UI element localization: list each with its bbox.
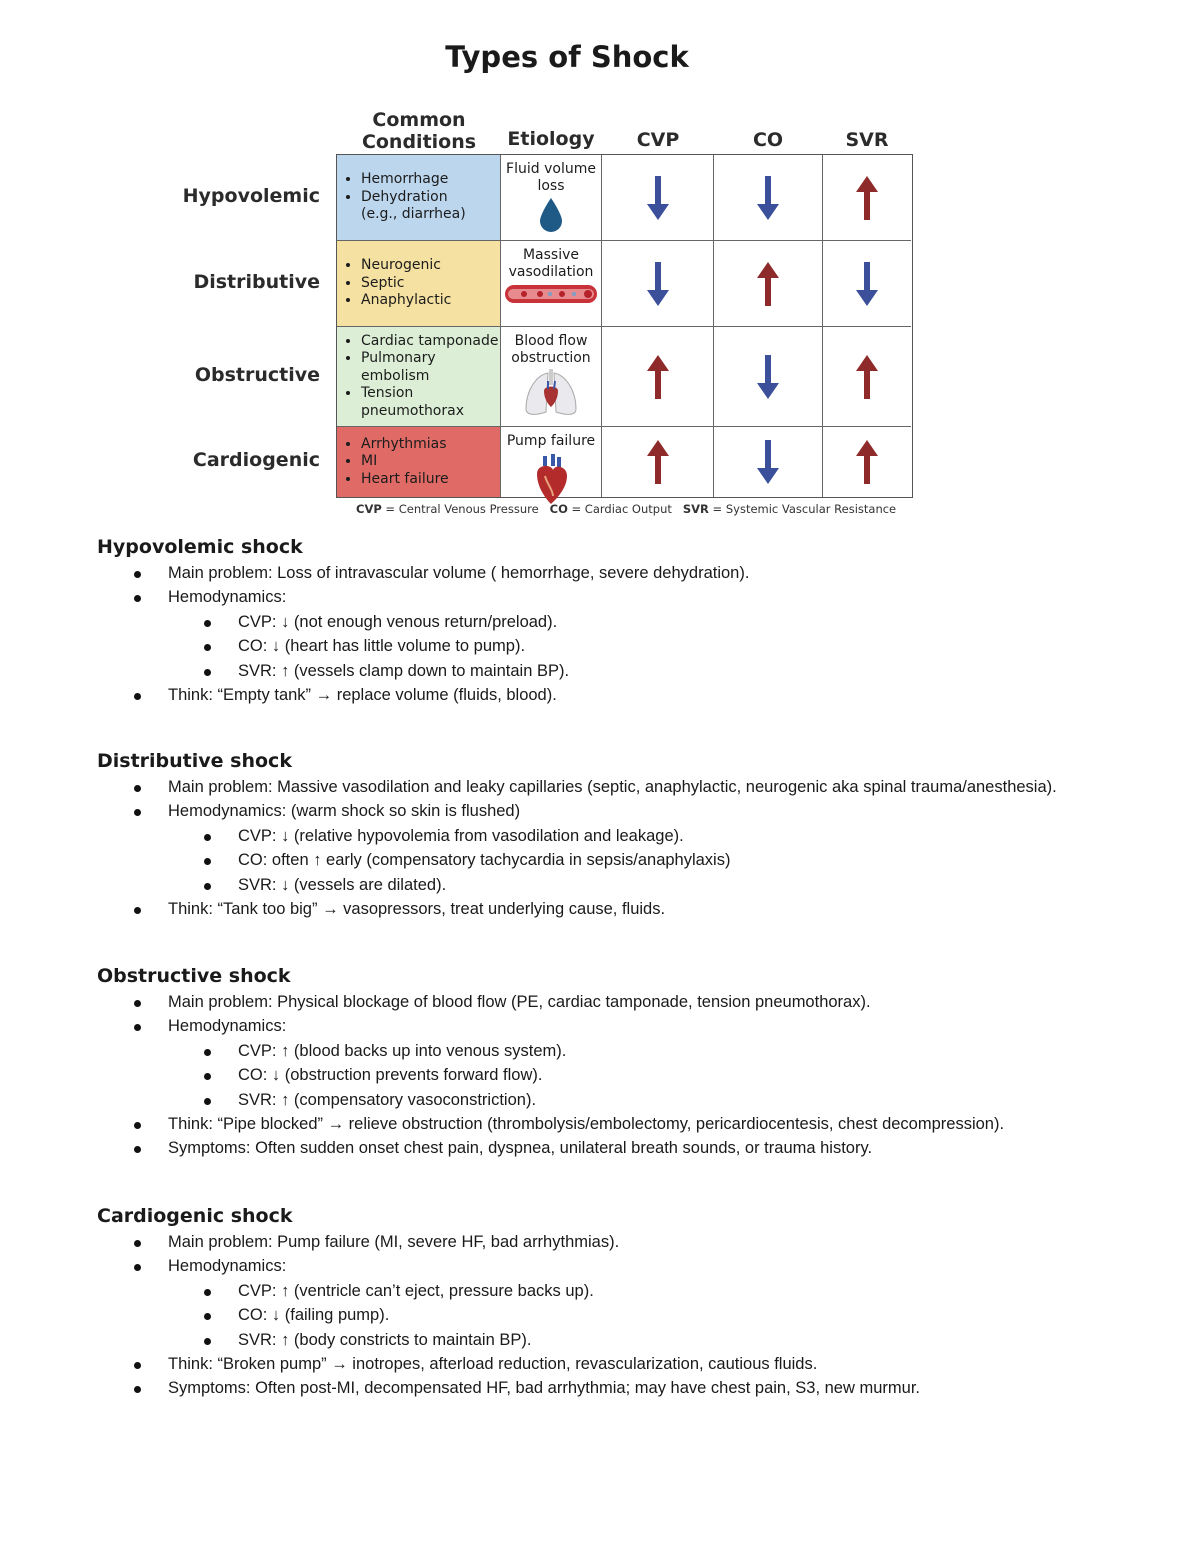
condition-item: • Septic <box>361 275 451 293</box>
arrow-up-icon <box>646 354 670 400</box>
arrow-up-icon <box>646 439 670 485</box>
bullet-item: Main problem: Loss of intravascular volume ( hemorrhage, severe dehydration). <box>97 561 749 585</box>
shock-types-figure <box>0 0 1200 530</box>
section-heading: Hypovolemic shock <box>97 536 303 558</box>
arrow-down-icon <box>855 261 879 307</box>
section-distributive <box>97 747 1057 921</box>
bullet-item: Hemodynamics: (warm shock so skin is flushed) <box>97 799 1057 823</box>
legend-co-text: = Cardiac Output <box>567 502 672 516</box>
row-header-cardiogenic: Cardiogenic <box>192 449 320 471</box>
legend-cvp-abbr: CVP <box>356 502 382 516</box>
conditions-list <box>337 257 451 310</box>
row-header-obstructive: Obstructive <box>194 364 320 386</box>
condition-item: • Anaphylactic <box>361 292 451 310</box>
arrow-up-icon <box>756 261 780 307</box>
bullet-list <box>97 990 1004 1161</box>
section-heading: Cardiogenic shock <box>97 1205 293 1227</box>
etiology-cell <box>501 155 602 241</box>
condition-item: • Pulmonary embolism <box>361 350 498 385</box>
arrow-up-icon <box>855 439 879 485</box>
condition-item: • Heart failure <box>361 471 449 489</box>
sub-bullet-item: CO: ↓ (obstruction prevents forward flow). <box>97 1063 1004 1087</box>
co-cell <box>714 241 823 327</box>
svr-cell <box>823 241 911 327</box>
co-cell <box>714 427 823 497</box>
svr-cell <box>823 427 911 497</box>
condition-item: • Hemorrhage <box>361 171 466 189</box>
arrow-up-icon <box>855 175 879 221</box>
bullet-list <box>97 775 1057 921</box>
legend-svr-abbr: SVR <box>682 502 709 516</box>
column-header-svr: SVR <box>845 129 889 151</box>
bullet-item: Main problem: Pump failure (MI, severe HF, bad arrhythmias). <box>97 1230 920 1254</box>
condition-item: • Tension pneumothorax <box>361 385 498 420</box>
cvp-cell <box>602 155 714 241</box>
sub-bullet-item: CVP: ↑ (ventricle can’t eject, pressure backs up). <box>97 1279 920 1303</box>
blood-vessel-icon <box>501 283 601 310</box>
row-header-distributive: Distributive <box>193 271 320 293</box>
bullet-item: Think: “Broken pump” → inotropes, afterload reduction, revascularization, cautious fluids. <box>97 1352 920 1376</box>
cvp-cell <box>602 241 714 327</box>
row-header-hypovolemic: Hypovolemic <box>182 185 320 207</box>
condition-item: • MI <box>361 453 449 471</box>
condition-item: • Neurogenic <box>361 257 451 275</box>
section-cardiogenic <box>97 1202 920 1401</box>
bullet-item: Think: “Pipe blocked” → relieve obstruction (thrombolysis/embolectomy, pericardiocentesis, chest decompression). <box>97 1112 1004 1136</box>
etiology-text: Pump failure <box>506 433 596 449</box>
section-heading: Distributive shock <box>97 750 292 772</box>
legend-svr-text: = Systemic Vascular Resistance <box>708 502 897 516</box>
conditions-list <box>337 333 498 421</box>
section-obstructive <box>97 962 1004 1161</box>
co-cell <box>714 327 823 427</box>
shock-table <box>336 154 913 498</box>
section-hypovolemic <box>97 533 749 707</box>
sub-bullet-item: SVR: ↓ (vessels are dilated). <box>97 873 1057 897</box>
conditions-list <box>337 171 466 224</box>
etiology-text: Blood flow obstruction <box>511 333 591 366</box>
arrow-down-icon <box>756 175 780 221</box>
condition-item: • Arrhythmias <box>361 436 449 454</box>
sub-bullet-item: CVP: ↓ (not enough venous return/preload). <box>97 610 749 634</box>
cvp-cell <box>602 427 714 497</box>
bullet-item: Symptoms: Often post-MI, decompensated HF, bad arrhythmia; may have chest pain, S3, new murmur. <box>97 1376 920 1400</box>
svr-cell <box>823 155 911 241</box>
sub-bullet-item: CO: often ↑ early (compensatory tachycardia in sepsis/anaphylaxis) <box>97 848 1057 872</box>
conditions-cell <box>337 427 501 497</box>
bullet-item: Main problem: Massive vasodilation and leaky capillaries (septic, anaphylactic, neurogenic aka spinal trauma/anesthesia). <box>97 775 1057 799</box>
bullet-item: Think: “Tank too big” → vasopressors, treat underlying cause, fluids. <box>97 897 1057 921</box>
co-cell <box>714 155 823 241</box>
conditions-cell <box>337 327 501 427</box>
blood-drop-icon <box>501 197 601 238</box>
bullet-list <box>97 561 749 707</box>
arrow-up-icon <box>855 354 879 400</box>
arrow-down-icon <box>646 175 670 221</box>
condition-item: • Cardiac tamponade <box>361 333 498 351</box>
etiology-cell <box>501 427 602 497</box>
bullet-item: Symptoms: Often sudden onset chest pain, dyspnea, unilateral breath sounds, or trauma history. <box>97 1136 1004 1160</box>
conditions-cell <box>337 241 501 327</box>
svr-cell <box>823 327 911 427</box>
legend-cvp-text: = Central Venous Pressure <box>381 502 539 516</box>
bullet-item: Main problem: Physical blockage of blood flow (PE, cardiac tamponade, tension pneumothorax). <box>97 990 1004 1014</box>
arrow-down-icon <box>646 261 670 307</box>
lungs-icon <box>501 369 601 424</box>
sub-bullet-item: SVR: ↑ (body constricts to maintain BP). <box>97 1328 920 1352</box>
section-heading: Obstructive shock <box>97 965 291 987</box>
etiology-cell <box>501 241 602 327</box>
figure-title: Types of Shock <box>445 40 689 74</box>
bullet-item: Think: “Empty tank” → replace volume (fluids, blood). <box>97 683 749 707</box>
conditions-cell <box>337 155 501 241</box>
column-header-co: CO <box>752 129 784 151</box>
sub-bullet-item: CO: ↓ (heart has little volume to pump). <box>97 634 749 658</box>
bullet-item: Hemodynamics: <box>97 1014 1004 1038</box>
sub-bullet-item: CVP: ↑ (blood backs up into venous system). <box>97 1039 1004 1063</box>
etiology-text: Fluid volume loss <box>506 161 596 194</box>
condition-item: • Dehydration (e.g., diarrhea) <box>361 189 466 224</box>
column-header-cvp: CVP <box>636 129 680 151</box>
sub-bullet-item: SVR: ↑ (vessels clamp down to maintain BP). <box>97 659 749 683</box>
etiology-cell <box>501 327 602 427</box>
sub-bullet-item: SVR: ↑ (compensatory vasoconstriction). <box>97 1088 1004 1112</box>
conditions-list <box>337 436 449 489</box>
legend-co-abbr: CO <box>549 502 568 516</box>
column-header-conditions: Common Conditions <box>361 109 477 153</box>
bullet-item: Hemodynamics: <box>97 585 749 609</box>
arrow-down-icon <box>756 439 780 485</box>
abbreviation-legend <box>356 502 896 516</box>
etiology-text: Massive vasodilation <box>508 247 594 280</box>
cvp-cell <box>602 327 714 427</box>
sub-bullet-item: CVP: ↓ (relative hypovolemia from vasodilation and leakage). <box>97 824 1057 848</box>
bullet-list <box>97 1230 920 1401</box>
arrow-down-icon <box>756 354 780 400</box>
sub-bullet-item: CO: ↓ (failing pump). <box>97 1303 920 1327</box>
bullet-item: Hemodynamics: <box>97 1254 920 1278</box>
column-header-etiology: Etiology <box>507 128 595 150</box>
